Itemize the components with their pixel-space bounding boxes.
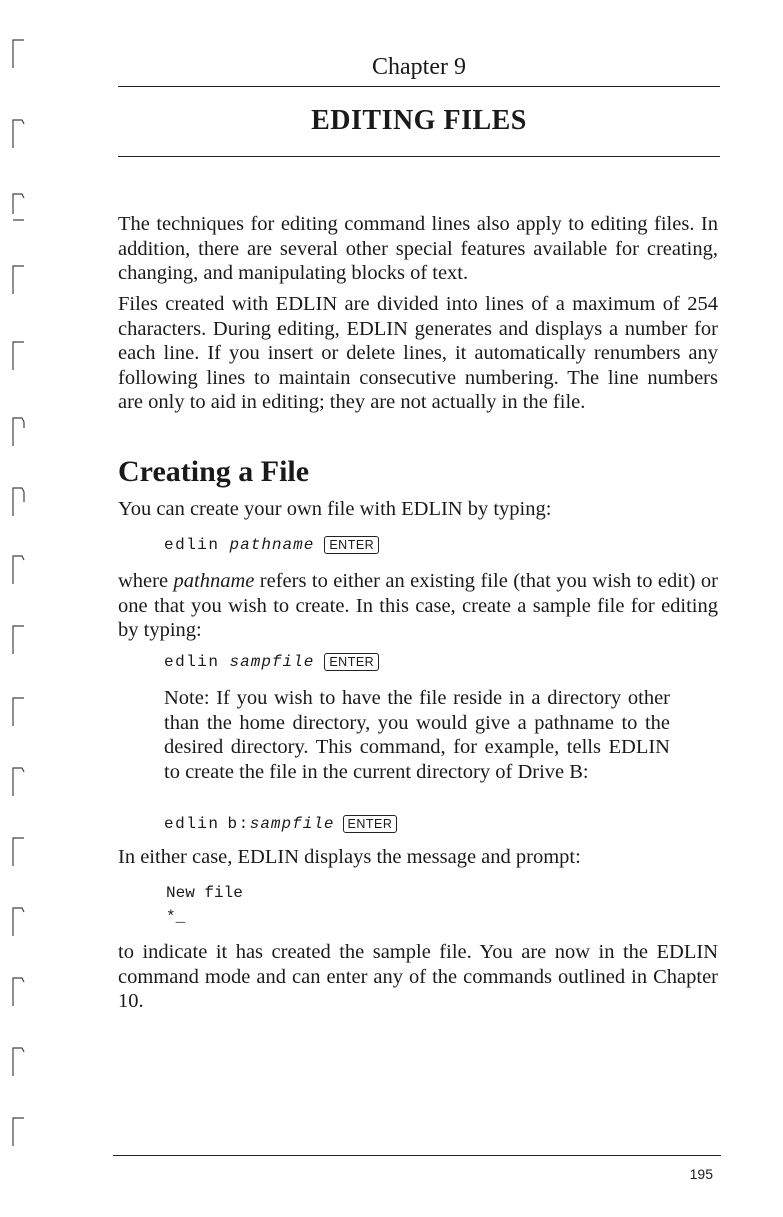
where-term: pathname — [173, 570, 255, 592]
intro-paragraph-1: The techniques for editing command lines also apply to editing files. In addition, there are several other special features available for creating, changing, and manipulating blocks of text. — [118, 213, 718, 284]
edge-tab-mark — [10, 552, 26, 586]
edge-tab-mark — [10, 484, 26, 518]
command-name: edlin — [164, 536, 220, 554]
screen-output-prompt: *_ — [166, 908, 186, 926]
edge-tab-mark — [10, 1114, 26, 1148]
chapter-label: Chapter 9 — [372, 54, 466, 80]
edge-tab-mark — [10, 414, 26, 448]
command-example-3 — [164, 814, 397, 834]
header-rule-bottom — [118, 156, 720, 157]
footer-rule — [113, 1155, 721, 1156]
section-lead: You can create your own file with EDLIN by typing: — [118, 498, 552, 520]
command-example-2 — [164, 652, 379, 672]
where-rest: refers to either an existing file (that you wish to edit) or one that you wish to create. In this case, create a sample file for editing by typing: — [118, 570, 718, 641]
section-heading: Creating a File — [118, 455, 310, 488]
edge-tab-mark — [10, 764, 26, 798]
enter-key-icon: ENTER — [324, 536, 379, 554]
edge-tab-mark — [10, 36, 26, 70]
edge-tab-mark — [10, 262, 26, 296]
edge-tab-mark — [10, 1044, 26, 1078]
chapter-title: EDITING FILES — [311, 105, 527, 136]
edge-tab-mark — [10, 694, 26, 728]
edge-tab-mark — [10, 116, 26, 150]
intro-paragraph-2: Files created with EDLIN are divided into lines of a maximum of 254 characters. During editing, EDLIN generates and displays a number for each line. If you insert or delete lines, it automatically renumbers any following lines to maintain consecutive numbering. The line numbers are only to aid in editing; they are not actually in the file. — [118, 293, 718, 413]
where-prefix: where — [118, 570, 174, 592]
header-rule-top — [118, 86, 720, 87]
command-name: edlin — [164, 815, 220, 833]
screen-output-line-1: New file — [166, 884, 243, 902]
where-paragraph — [118, 569, 718, 643]
command-example-1 — [164, 535, 379, 555]
command-argument: sampfile — [229, 653, 315, 671]
edge-tab-mark — [10, 622, 26, 656]
command-argument: sampfile — [249, 815, 335, 833]
note-paragraph: Note: If you wish to have the file reside in a directory other than the home directory, you would give a pathname to the desired directory. This command, for example, tells EDLIN to create the file in the current directory of Drive B: — [164, 687, 670, 783]
edge-tab-mark — [10, 338, 26, 372]
command-drive: b: — [227, 815, 250, 833]
command-name: edlin — [164, 653, 220, 671]
edge-tab-mark — [10, 190, 26, 224]
edge-tab-mark — [10, 904, 26, 938]
page-number: 195 — [689, 1166, 713, 1182]
edge-tab-mark — [10, 974, 26, 1008]
enter-key-icon: ENTER — [343, 815, 398, 833]
command-argument: pathname — [229, 536, 315, 554]
closing-paragraph: to indicate it has created the sample file. You are now in the EDLIN command mode and can enter any of the commands outlined in Chapter 10. — [118, 941, 718, 1012]
edge-tab-mark — [10, 834, 26, 868]
either-case-paragraph: In either case, EDLIN displays the message and prompt: — [118, 846, 581, 868]
enter-key-icon: ENTER — [324, 653, 379, 671]
